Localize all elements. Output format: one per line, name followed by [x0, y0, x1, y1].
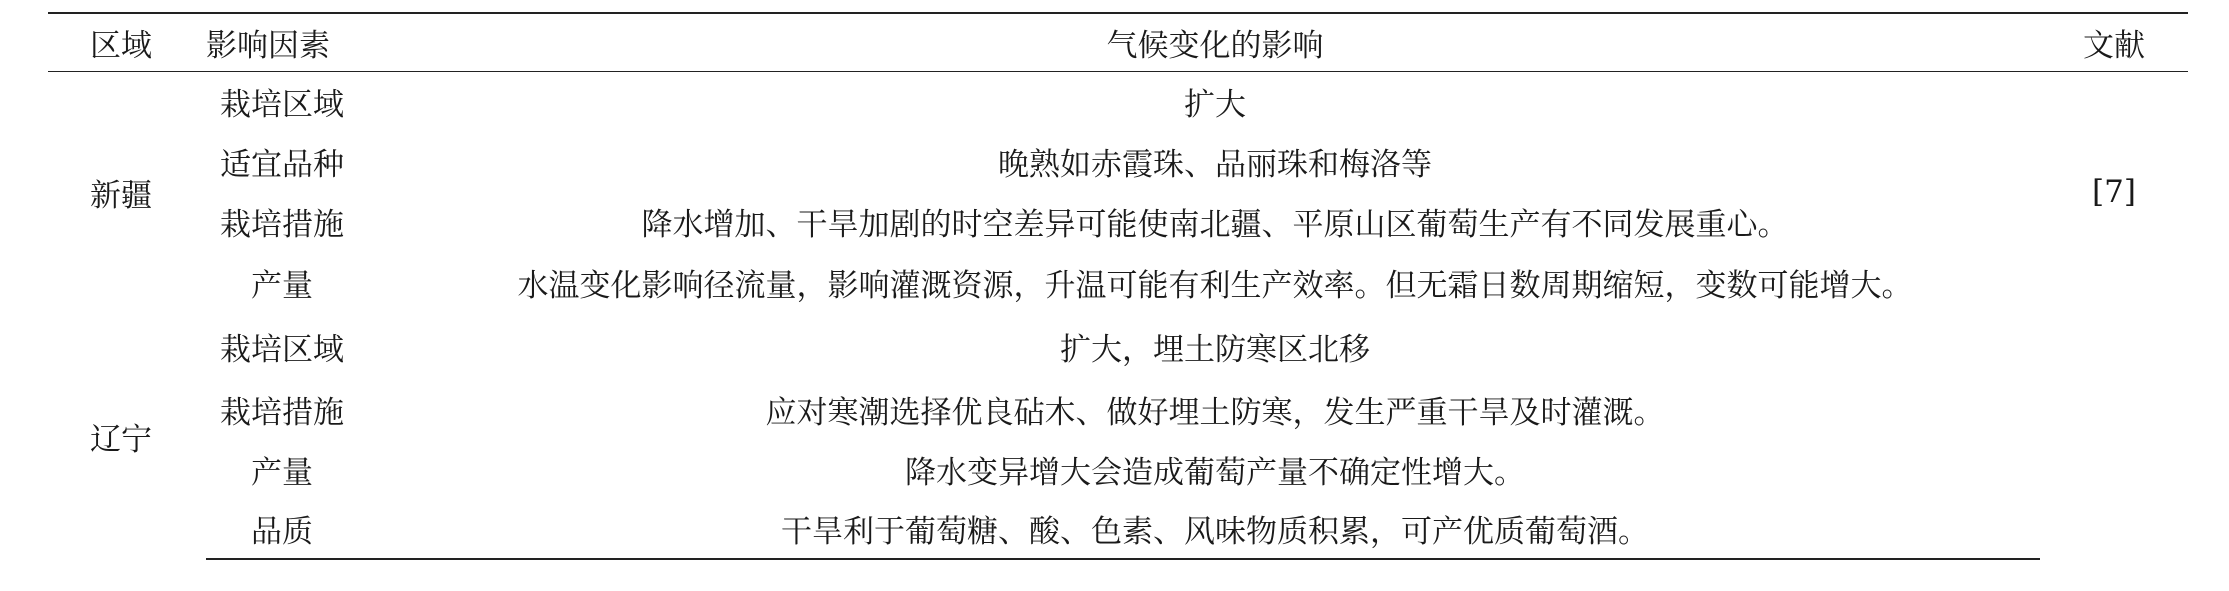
header-factor: 影响因素 — [206, 13, 390, 71]
table-row — [48, 313, 2188, 379]
table-row — [48, 439, 2188, 499]
impact-cell: 应对寒潮选择优良砧木、做好埋土防寒，发生严重干旱及时灌溉。 — [765, 394, 1665, 431]
climate-impact-table — [48, 12, 2188, 560]
factor-cell: 品质 — [206, 499, 390, 559]
table-row — [48, 191, 2188, 251]
reference-cell-empty — [2040, 313, 2188, 559]
table-header-row — [48, 13, 2188, 71]
climate-impact-table-container — [48, 12, 2188, 560]
table-row — [48, 379, 2188, 439]
impact-cell: 干旱利于葡萄糖、酸、色素、风味物质积累，可产优质葡萄酒。 — [390, 499, 2040, 559]
factor-cell: 产量 — [251, 267, 313, 304]
reference-cell: [7] — [2092, 174, 2136, 211]
region-cell-liaoning: 辽宁 — [90, 421, 152, 458]
impact-cell: 扩大 — [1184, 86, 1246, 123]
impact-cell: 晚熟如赤霞珠、品丽珠和梅洛等 — [998, 146, 1432, 183]
impact-cell: 水温变化影响径流量，影响灌溉资源，升温可能有利生产效率。但无霜日数周期缩短，变数可能增大。 — [517, 267, 1913, 304]
table-row — [48, 71, 2188, 131]
region-cell-xinjiang: 新疆 — [90, 177, 152, 214]
impact-cell: 降水变异增大会造成葡萄产量不确定性增大。 — [905, 454, 1525, 491]
factor-cell: 适宜品种 — [220, 146, 344, 183]
header-ref: 文献 — [2040, 13, 2188, 71]
table-row — [48, 499, 2188, 559]
impact-cell: 扩大，埋土防寒区北移 — [1060, 331, 1370, 368]
factor-cell: 栽培区域 — [220, 331, 344, 368]
table-row — [48, 251, 2188, 313]
impact-cell: 降水增加、干旱加剧的时空差异可能使南北疆、平原山区葡萄生产有不同发展重心。 — [641, 206, 1789, 243]
factor-cell: 栽培措施 — [220, 394, 344, 431]
factor-cell: 栽培区域 — [220, 86, 344, 123]
factor-cell: 产量 — [251, 454, 313, 491]
header-impact: 气候变化的影响 — [390, 13, 2040, 71]
factor-cell: 栽培措施 — [220, 206, 344, 243]
header-region: 区域 — [48, 13, 206, 71]
table-row — [48, 131, 2188, 191]
